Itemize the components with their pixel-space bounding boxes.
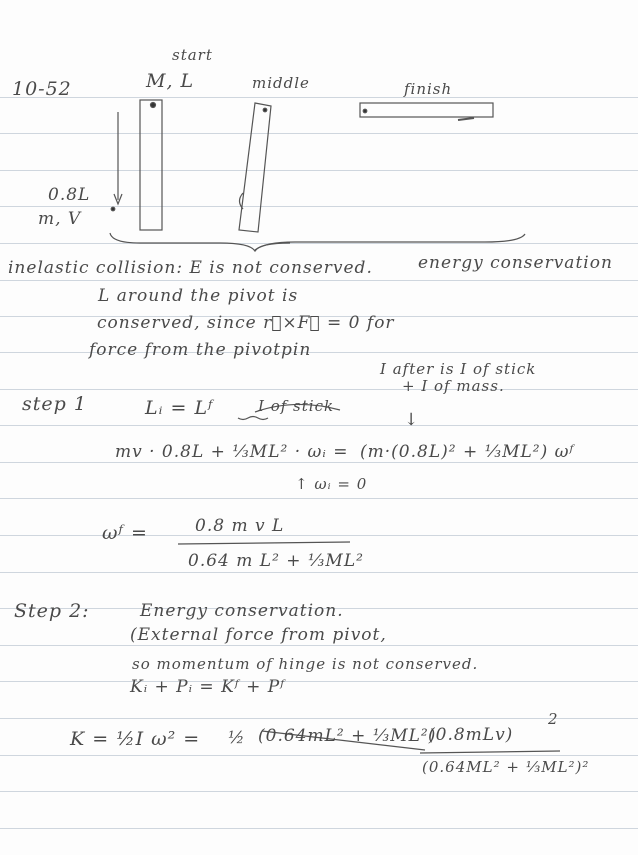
- label-mass-velocity: m, V: [38, 209, 82, 229]
- note-energy-conservation: energy conservation: [418, 253, 613, 273]
- step1-label: step 1: [22, 393, 87, 415]
- wf-fraction-bar: [178, 542, 350, 544]
- note-inelastic: inelastic collision: E is not conserved.: [8, 258, 373, 278]
- stick-middle: [239, 103, 271, 232]
- k-fraction-bar: [420, 751, 560, 753]
- step2-line-2: (External force from pivot,: [130, 625, 387, 645]
- step1-i-of-stick: I of stick: [258, 397, 335, 415]
- step2-line-3: so momentum of hinge is not conserved.: [132, 655, 479, 673]
- step2-k-equation: K = ½I ω² =: [70, 728, 201, 750]
- step2-label: Step 2:: [14, 600, 90, 622]
- step1-wf-label: ωᶠ =: [102, 522, 148, 544]
- step2-k-square: 2: [548, 710, 559, 728]
- step1-wf-denominator: 0.64 m L² + ⅓ML²: [188, 551, 364, 571]
- problem-number: 10-52: [12, 78, 72, 100]
- label-distance: 0.8L: [48, 185, 91, 205]
- mass-dot: [111, 207, 115, 211]
- step1-li-lf: Lᵢ = Lᶠ: [145, 397, 214, 419]
- step2-k-denominator: (0.64ML² + ⅓ML²)²: [422, 758, 590, 776]
- label-start: start: [172, 46, 213, 64]
- step2-line-1: Energy conservation.: [140, 601, 344, 621]
- note-line-2: conserved, since r⃗×F⃗ = 0 for: [97, 313, 395, 333]
- step1-arrow: ↓: [404, 410, 420, 430]
- step1-wi-zero: ↑ ωᵢ = 0: [295, 475, 368, 493]
- step2-half: ½: [228, 728, 246, 748]
- note-line-3: force from the pivotpin: [89, 340, 312, 360]
- stick-start: [140, 100, 162, 230]
- pivot-start: [151, 103, 156, 108]
- step2-k-numerator: (0.8mLv): [428, 725, 514, 745]
- step2-line-4: Kᵢ + Pᵢ = Kᶠ + Pᶠ: [130, 677, 286, 697]
- step2-k-paren: (0.64mL² + ⅓ML²): [258, 726, 437, 746]
- label-finish: finish: [404, 80, 453, 98]
- pivot-middle: [263, 108, 267, 112]
- step1-after-note-1: I after is I of stick: [380, 360, 537, 378]
- mass-finish: [458, 118, 474, 120]
- step1-wf-numerator: 0.8 m v L: [195, 516, 285, 536]
- label-middle: middle: [252, 74, 310, 92]
- stick-finish: [360, 103, 493, 117]
- label-ml: M, L: [146, 70, 195, 92]
- brace-right: [255, 234, 525, 250]
- brace-left: [110, 233, 290, 251]
- pivot-finish: [363, 109, 367, 113]
- note-line-1: L around the pivot is: [98, 286, 299, 306]
- step1-equation-right: (m·(0.8L)² + ⅓ML²) ωᶠ: [360, 442, 575, 462]
- step1-equation-left: mv · 0.8L + ⅓ML² · ωᵢ =: [115, 442, 349, 462]
- wavy-under: [238, 417, 268, 420]
- step1-after-note-2: + I of mass.: [402, 377, 505, 395]
